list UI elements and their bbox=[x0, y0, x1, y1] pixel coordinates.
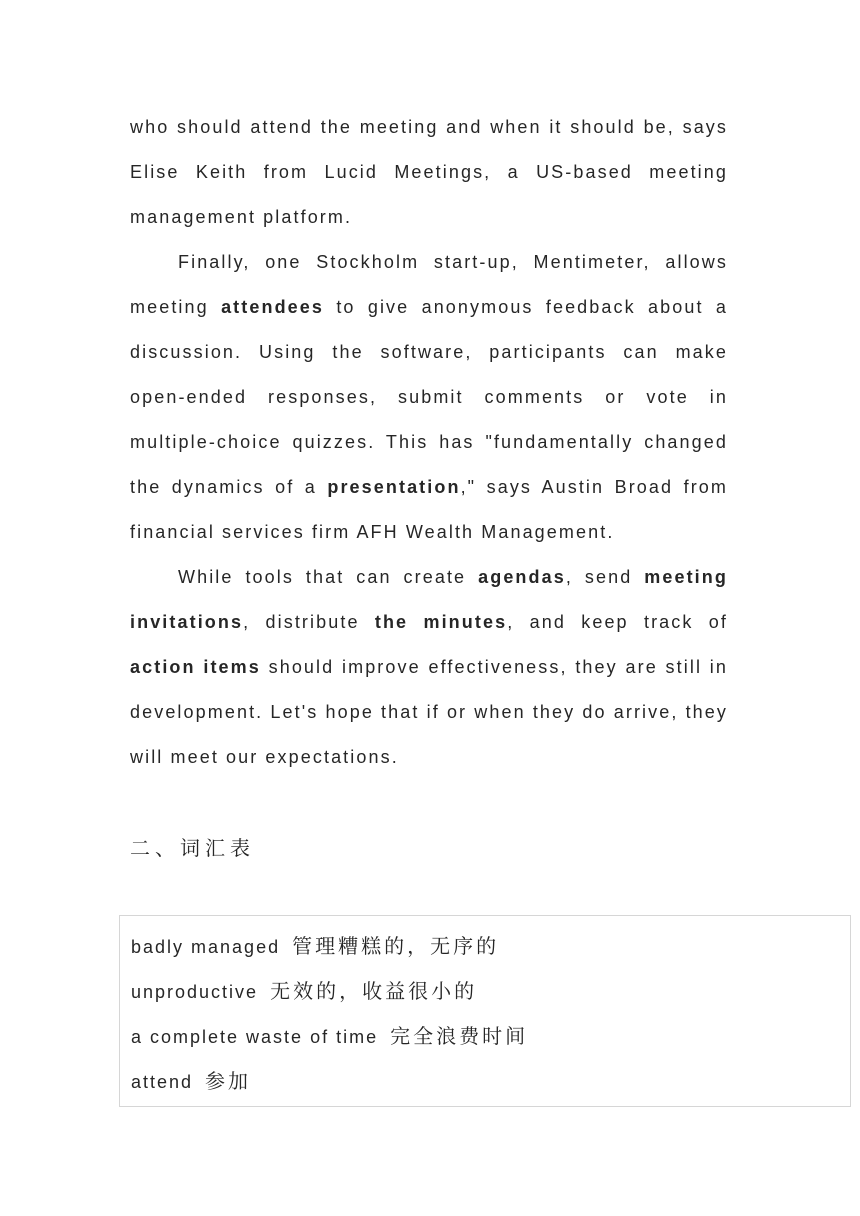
vocabulary-word: unproductive bbox=[131, 982, 259, 1002]
vocabulary-item bbox=[131, 1059, 528, 1104]
paragraph-2-text-2: to give anonymous feedback about a discussion. Using the software, participants can make open-ended responses, submit comments or vote in multiple-choice quizzes. This has "fundamentally changed the dynamics of a bbox=[130, 297, 728, 497]
paragraph-2 bbox=[130, 240, 728, 555]
term-the-minutes: the minutes bbox=[374, 612, 508, 632]
vocabulary-word: attend bbox=[131, 1072, 194, 1092]
term-meeting-invitations: meeting invitations bbox=[130, 567, 728, 632]
term-agendas: agendas bbox=[478, 567, 566, 587]
vocabulary-word: a complete waste of time bbox=[131, 1027, 379, 1047]
term-presentation: presentation bbox=[327, 477, 461, 497]
vocabulary-item bbox=[131, 924, 528, 969]
vocabulary-word: badly managed bbox=[131, 937, 281, 957]
paragraph-1-text: who should attend the meeting and when it should be, says Elise Keith from Lucid Meetings, a US-based meeting management platform. bbox=[130, 117, 728, 227]
paragraph-3-text-5: should improve effectiveness, they are still in development. Let's hope that if or when they do arrive, they will meet our expectations. bbox=[130, 657, 728, 767]
vocabulary-heading: 二、词汇表 bbox=[130, 836, 255, 860]
paragraph-3 bbox=[130, 555, 728, 780]
vocabulary-meaning: 无效的，收益很小的 bbox=[270, 979, 478, 1003]
vocabulary-table bbox=[119, 915, 851, 1107]
paragraph-2-text-1: Finally, one Stockholm start-up, Mentimeter, allows meeting bbox=[130, 252, 728, 317]
vocabulary-meaning: 完全浪费时间 bbox=[390, 1024, 529, 1048]
paragraph-3-text-3: , distribute bbox=[243, 612, 375, 632]
article-body bbox=[130, 105, 728, 780]
vocabulary-meaning: 参加 bbox=[205, 1069, 252, 1093]
term-attendees: attendees bbox=[221, 297, 324, 317]
term-action-items: action items bbox=[130, 657, 261, 677]
paragraph-1 bbox=[130, 105, 728, 240]
paragraph-3-text-1: While tools that can create bbox=[178, 567, 479, 587]
vocabulary-item bbox=[131, 969, 528, 1014]
paragraph-3-text-4: , and keep track of bbox=[507, 612, 728, 632]
vocabulary-list bbox=[131, 924, 528, 1104]
paragraph-2-text-3: ," says Austin Broad from financial services firm AFH Wealth Management. bbox=[130, 477, 728, 542]
vocabulary-meaning: 管理糟糕的，无序的 bbox=[292, 934, 500, 958]
vocabulary-item bbox=[131, 1014, 528, 1059]
paragraph-3-text-2: , send bbox=[565, 567, 645, 587]
